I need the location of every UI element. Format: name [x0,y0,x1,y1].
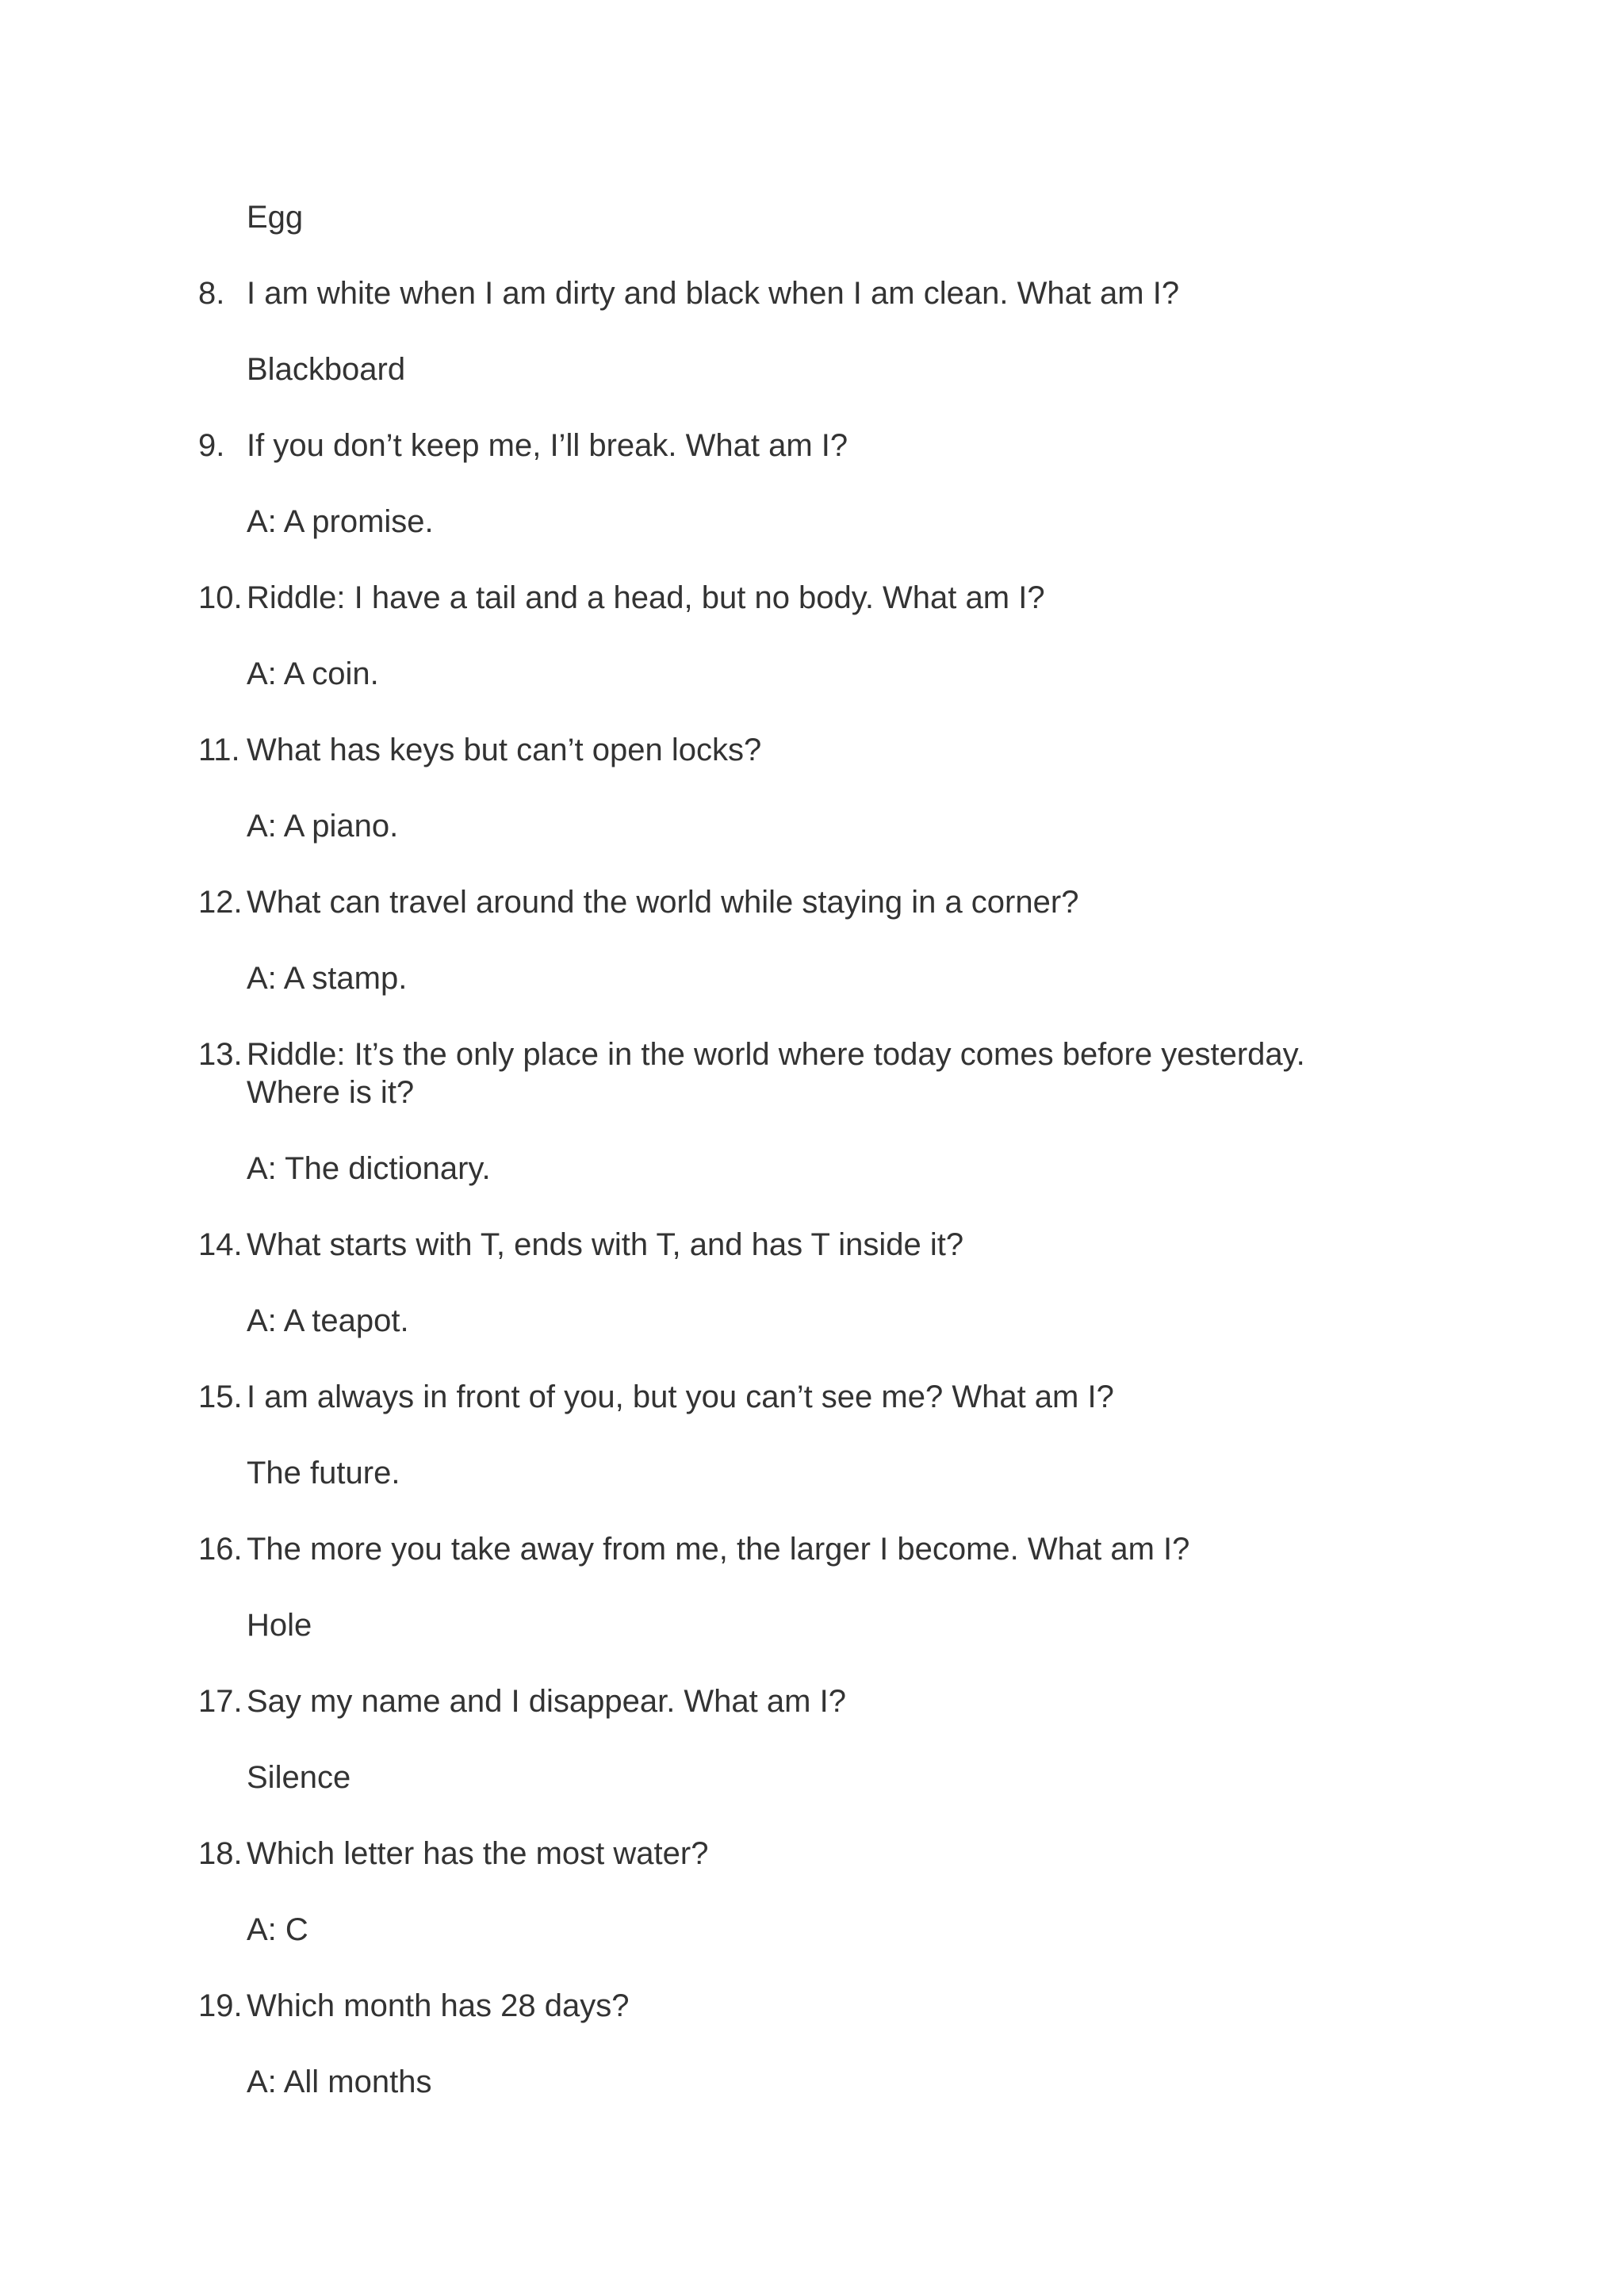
question-text: Which letter has the most water? [247,1836,709,1871]
item-number: 19. [198,1988,243,2023]
answer-text: Silence [247,1760,351,1795]
item-number: 12. [198,885,243,920]
answer-text: Egg [247,200,304,235]
item-number: 18. [198,1836,243,1871]
item-number: 16. [198,1532,243,1567]
question-text: What can travel around the world while staying in a corner? [247,885,1079,920]
question-text: What starts with T, ends with T, and has T inside it? [247,1227,964,1262]
answer-text: Blackboard [247,352,406,387]
item-number: 14. [198,1227,243,1262]
answer-text: Hole [247,1608,312,1643]
item-number: 11. [198,733,240,767]
item-number: 9. [198,428,225,463]
answer-text: A: The dictionary. [247,1151,491,1186]
answer-text: A: A stamp. [247,961,408,996]
answer-text: The future. [247,1456,400,1490]
question-text: I am always in front of you, but you can’t see me? What am I? [247,1380,1114,1414]
question-text: I am white when I am dirty and black when I am clean. What am I? [247,276,1180,311]
answer-text: A: All months [247,2064,432,2099]
question-text: Say my name and I disappear. What am I? [247,1684,846,1719]
item-number: 8. [198,276,225,311]
question-text: What has keys but can’t open locks? [247,733,762,767]
answer-text: A: A coin. [247,656,379,691]
answer-text: A: A teapot. [247,1303,409,1338]
question-text: The more you take away from me, the larger I become. What am I? [247,1532,1190,1567]
item-number: 15. [198,1380,243,1414]
answer-text: A: A promise. [247,504,434,539]
question-text: Riddle: It’s the only place in the world where today comes before yesterday. [247,1037,1305,1072]
item-number: 17. [198,1684,243,1719]
question-text: Which month has 28 days? [247,1988,630,2023]
question-text: If you don’t keep me, I’ll break. What am I? [247,428,848,463]
question-text-continued: Where is it? [247,1075,415,1110]
answer-text: A: C [247,1912,308,1947]
item-number: 13. [198,1037,243,1072]
question-text: Riddle: I have a tail and a head, but no body. What am I? [247,580,1045,615]
answer-text: A: A piano. [247,809,399,844]
item-number: 10. [198,580,243,615]
